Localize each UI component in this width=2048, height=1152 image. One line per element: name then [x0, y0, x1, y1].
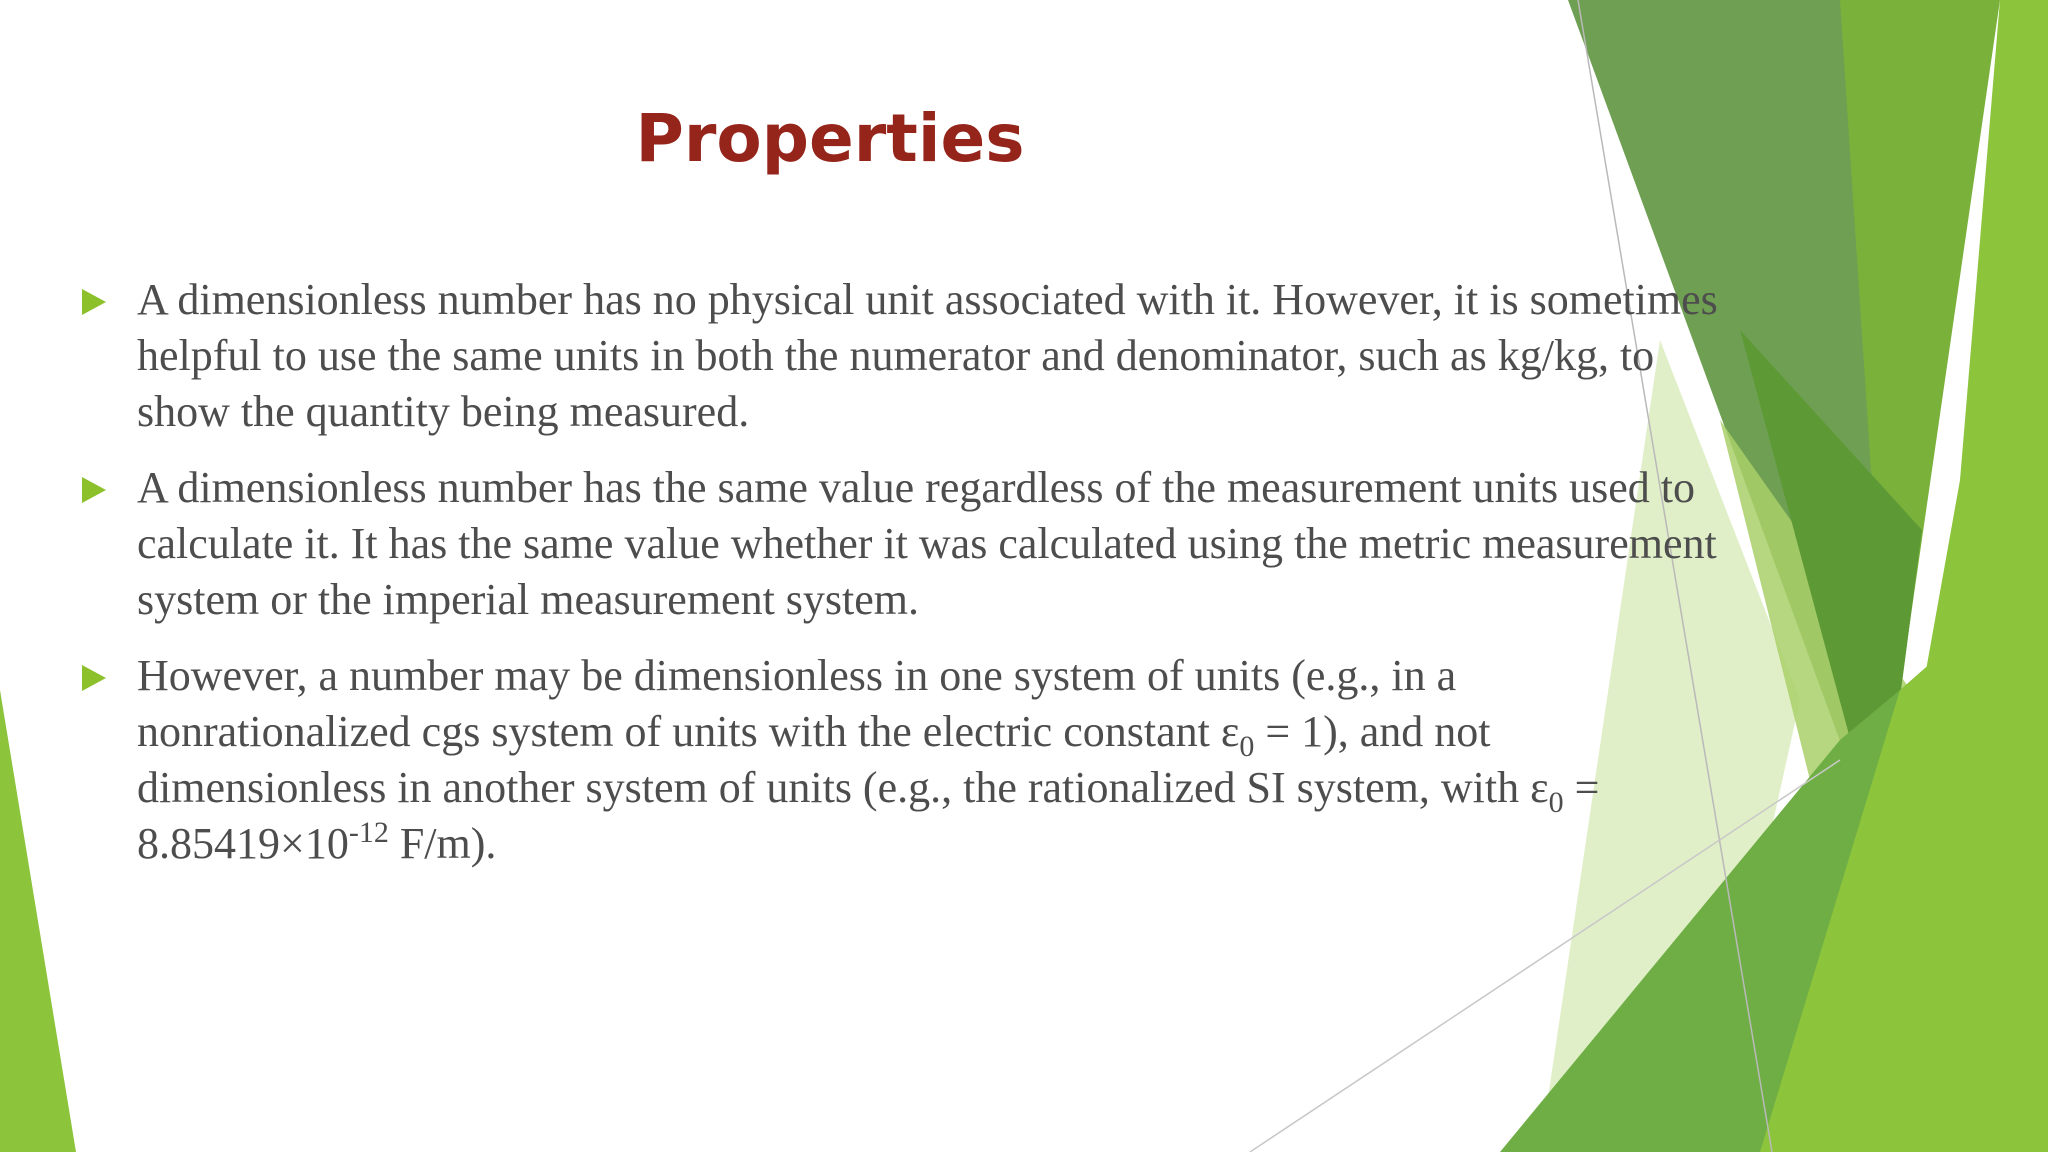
right-triangle-icon	[82, 665, 106, 691]
bullet-item	[80, 648, 1720, 872]
bullet-list	[80, 272, 1720, 892]
bullet-text-part: = 1), and not dimensionless in another system of units (e.g., the rationalized SI system, with ε	[137, 707, 1549, 812]
slide-title: Properties	[635, 100, 1025, 177]
bullet-text: A dimensionless number has no physical unit associated with it. However, it is sometimes helpful to use the same units in both the numerator and denominator, such as kg/kg, to show the quantity being measured.	[137, 275, 1718, 436]
bullet-text-part: However, a number may be dimensionless in one system of units (e.g., in a nonrationalized cgs system of units with the electric constant ε	[137, 651, 1457, 756]
right-triangle-icon	[82, 477, 106, 503]
bullet-item	[80, 460, 1720, 628]
bullet-text: A dimensionless number has the same value regardless of the measurement units used to calculate it. It has the same value whether it was calculated using the metric measurement system or the imperial measurement system.	[137, 463, 1717, 624]
right-triangle-icon	[82, 289, 106, 315]
bullet-text-part: F/m).	[388, 819, 497, 868]
superscript: -12	[348, 816, 389, 849]
bullet-item	[80, 272, 1720, 440]
bullet-text-part: = 8.85419×10	[137, 763, 1600, 868]
left-green-shard	[0, 690, 76, 1152]
subscript: 0	[1548, 786, 1564, 819]
subscript: 0	[1239, 730, 1255, 763]
